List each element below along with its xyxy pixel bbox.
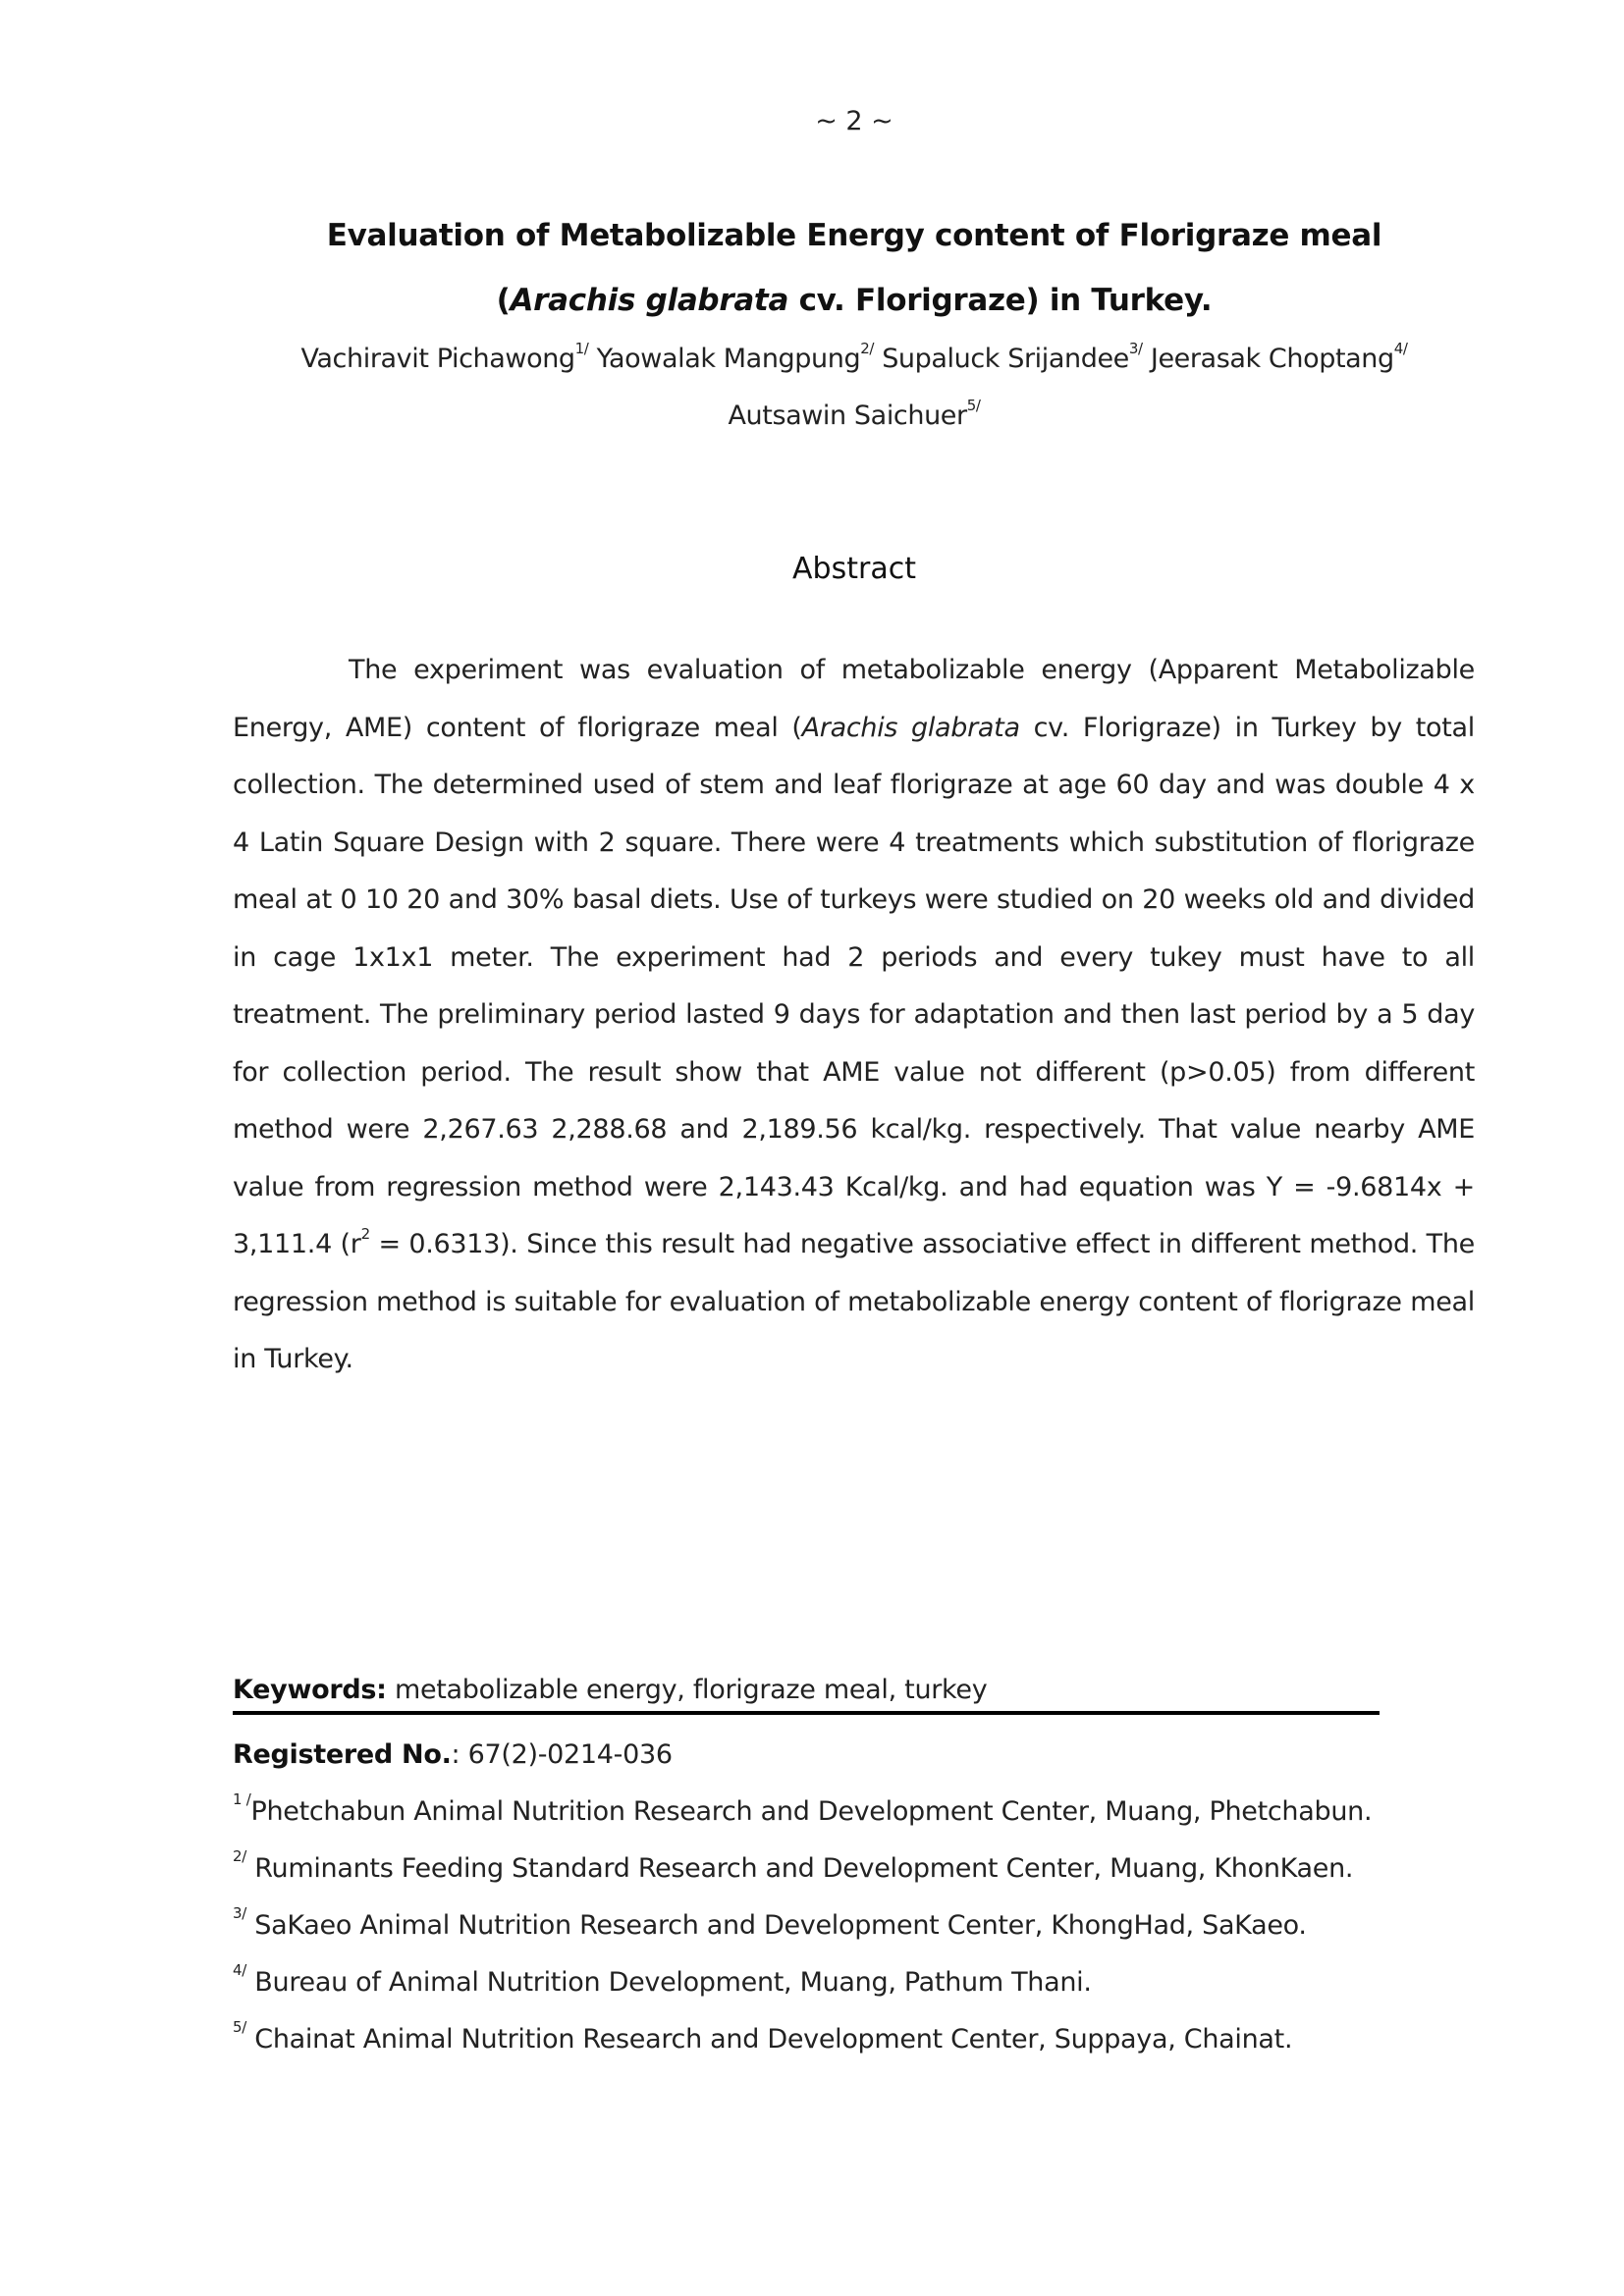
author-list-line-2 bbox=[0, 397, 1624, 431]
title-paren: ( bbox=[496, 283, 511, 318]
author-name: Autsawin Saichuer bbox=[728, 400, 967, 431]
author-affiliation-mark: 4/ bbox=[1393, 340, 1408, 357]
page-number: ~ 2 ~ bbox=[815, 106, 893, 136]
author-name: Jeerasak Choptang bbox=[1150, 344, 1394, 374]
affiliation-mark: 1 / bbox=[233, 1790, 251, 1808]
affiliation-text: Bureau of Animal Nutrition Development, Muang, Pathum Thani. bbox=[246, 1967, 1092, 1998]
affiliation-mark: 3/ bbox=[233, 1904, 246, 1922]
abstract-text-part-3: = 0.6313). Since this result had negative associative effect in different method. The regression method is suitable for evaluation of metabolizable energy content of florigraze meal in Turkey. bbox=[233, 1229, 1475, 1374]
author-name: Vachiravit Pichawong bbox=[300, 344, 575, 374]
keywords-label: Keywords: bbox=[233, 1675, 387, 1705]
keywords-value: metabolizable energy, florigraze meal, turkey bbox=[386, 1675, 988, 1705]
author-list-line-1 bbox=[0, 340, 1624, 374]
paper-title-line-1: Evaluation of Metabolizable Energy content of Florigraze meal bbox=[326, 218, 1382, 253]
affiliation-3 bbox=[233, 1904, 1307, 1941]
affiliation-mark: 5/ bbox=[233, 2018, 246, 2036]
title-rest: cv. Florigraze) in Turkey. bbox=[788, 283, 1213, 318]
author-name: Supaluck Srijandee bbox=[882, 344, 1129, 374]
abstract-heading: Abstract bbox=[792, 552, 916, 586]
abstract-body bbox=[233, 642, 1475, 1389]
affiliation-1 bbox=[233, 1790, 1373, 1827]
author-affiliation-mark: 2/ bbox=[860, 340, 874, 357]
registered-value: : 67(2)-0214-036 bbox=[451, 1739, 673, 1770]
author-affiliation-mark: 5/ bbox=[966, 397, 981, 414]
affiliation-text: Phetchabun Animal Nutrition Research and Development Center, Muang, Phetchabun. bbox=[250, 1796, 1373, 1827]
affiliation-2 bbox=[233, 1847, 1354, 1884]
title-species-italic: Arachis glabrata bbox=[510, 283, 789, 318]
affiliation-mark: 4/ bbox=[233, 1961, 246, 1979]
affiliation-text: SaKaeo Animal Nutrition Research and Development Center, KhongHad, SaKaeo. bbox=[246, 1910, 1307, 1941]
abstract-superscript: 2 bbox=[360, 1225, 370, 1243]
registered-label: Registered No. bbox=[233, 1739, 452, 1770]
abstract-text-part-1: The experiment was evaluation of metabolizable energy (Apparent Metabolizable Energy, AME) content of florigraze meal ( bbox=[233, 655, 1475, 743]
affiliation-4 bbox=[233, 1961, 1092, 1998]
keywords-line bbox=[233, 1675, 1380, 1715]
affiliation-5 bbox=[233, 2018, 1293, 2055]
affiliation-text: Ruminants Feeding Standard Research and Development Center, Muang, KhonKaen. bbox=[246, 1853, 1354, 1884]
author-name: Yaowalak Mangpung bbox=[596, 344, 861, 374]
registered-number bbox=[233, 1739, 673, 1770]
abstract-species-italic: Arachis glabrata bbox=[801, 712, 1020, 743]
author-affiliation-mark: 3/ bbox=[1128, 340, 1143, 357]
affiliation-mark: 2/ bbox=[233, 1847, 246, 1865]
affiliation-text: Chainat Animal Nutrition Research and Development Center, Suppaya, Chainat. bbox=[246, 2024, 1293, 2055]
author-affiliation-mark: 1/ bbox=[574, 340, 589, 357]
abstract-paragraph bbox=[233, 642, 1475, 1389]
abstract-text-part-2: cv. Florigraze) in Turkey by total collection. The determined used of stem and leaf florigraze at age 60 day and was double 4 x 4 Latin Square Design with 2 square. There were 4 treatments which substitution of florigraze meal at 0 10 20 and 30% basal diets. Use of turkeys were studied on 20 weeks old and divided in cage 1x1x1 meter. The experiment had 2 periods and every tukey must have to all treatment. The preliminary period lasted 9 days for adaptation and then last period by a 5 day for collection period. The result show that AME value not different (p>0.05) from different method were 2,267.63 2,288.68 and 2,189.56 kcal/kg. respectively. That value nearby AME value from regression method were 2,143.43 Kcal/kg. and had equation was Y = -9.6814x + 3,111.4 (r bbox=[233, 712, 1475, 1259]
paper-title-line-2 bbox=[0, 283, 1624, 318]
